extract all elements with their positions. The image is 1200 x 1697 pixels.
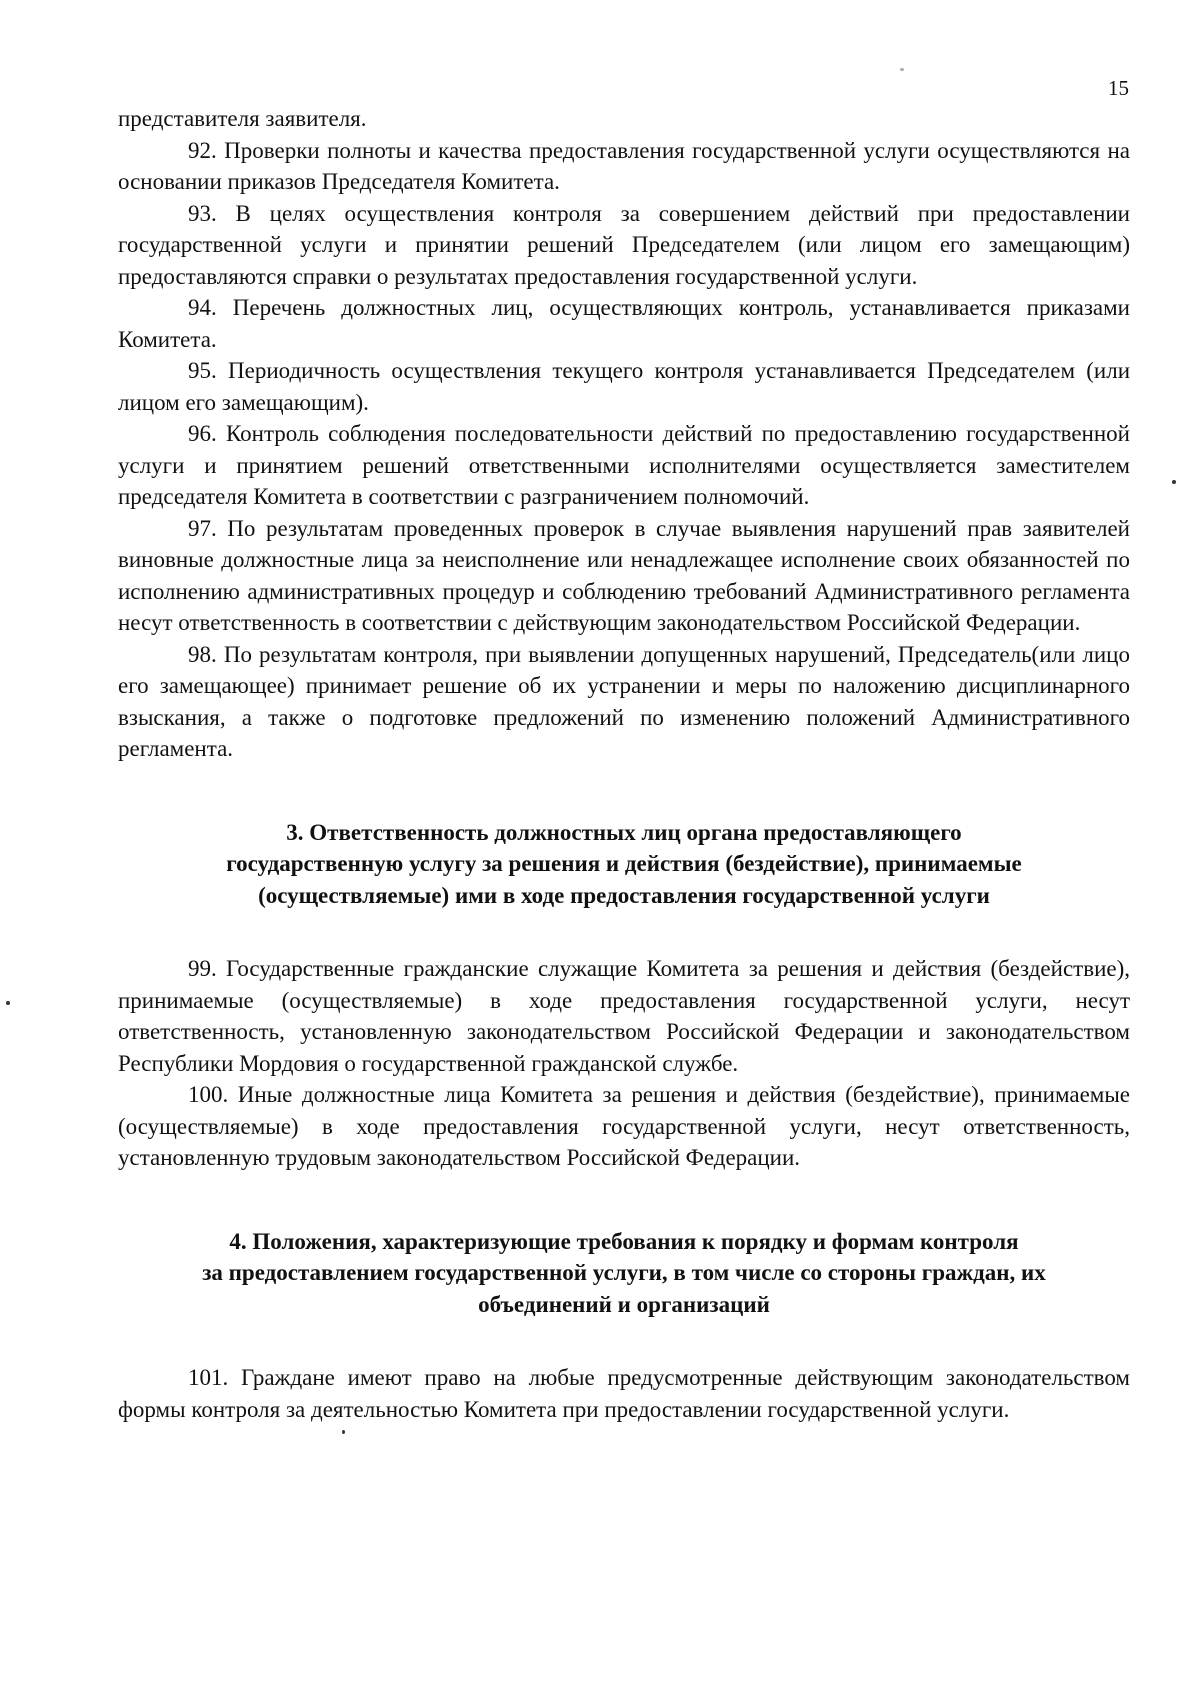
section-3-heading-line: 3. Ответственность должностных лиц органа предоставляющего — [286, 819, 962, 845]
section-3-heading-line: (осуществляемые) ими в ходе предоставления государственной услуги — [258, 882, 990, 908]
page-number: 15 — [1108, 76, 1129, 100]
section-4-heading-line: за предоставлением государственной услуги, в том числе со стороны граждан, их — [202, 1260, 1046, 1285]
scan-speck — [1172, 480, 1176, 484]
section-4-heading-line: 4. Положения, характеризующие требования к порядку и формам контроля — [229, 1228, 1019, 1254]
paragraph-94: 94. Перечень должностных лиц, осуществляющих контроль, устанавливается приказами Комитета. — [118, 295, 1130, 352]
paragraph-92: 92. Проверки полноты и качества предоставления государственной услуги осуществляются на основании приказов Председателя Комитета. — [118, 137, 1130, 194]
paragraph-93: 93. В целях осуществления контроля за совершением действий при предоставлении государственной услуги и принятии решений Председателем (или лицом его замещающим) предоставляются справки о результатах предоставления государственной услуги. — [118, 200, 1130, 289]
section-4-heading-line: объединений и организаций — [478, 1291, 770, 1317]
section-4-heading — [118, 1226, 1130, 1321]
paragraph-99: 99. Государственные гражданские служащие Комитета за решения и действия (бездействие), принимаемые (осуществляемые) в ходе предоставления государственной услуги, несут ответственность, установленную законодательством Российской Федерации и законодательством Республики Мордовия о государственной гражданской службе. — [118, 956, 1130, 1076]
section-3-heading — [118, 817, 1130, 912]
paragraph-96: 96. Контроль соблюдения последовательности действий по предоставлению государственной услуги и принятием решений ответственными исполнителями осуществляется заместителем председателя Комитета в соответствии с разграничением полномочий. — [118, 421, 1130, 509]
paragraph-100: 100. Иные должностные лица Комитета за решения и действия (бездействие), принимаемые (осуществляемые) в ходе предоставления государственной услуги, несут ответственность, установленную трудовым законодательством Российской Федерации. — [118, 1082, 1130, 1170]
paragraph-98: 98. По результатам контроля, при выявлении допущенных нарушений, Председатель(или лицо его замещающее) принимает решение об их устранении и меры по наложению дисциплинарного взыскания, а также о подготовке предложений по изменению положений Административного регламента. — [118, 641, 1130, 761]
paragraph-97: 97. По результатам проведенных проверок в случае выявления нарушений прав заявителей виновные должностные лица за неисполнение или ненадлежащее исполнение своих обязанностей по исполнению административных процедур и соблюдению требований Административного регламента несут ответственность в соответствии с действующим законодательством Российской Федерации. — [118, 515, 1130, 635]
paragraph-101: 101. Граждане имеют право на любые предусмотренные действующим законодательством формы контроля за деятельностью Комитета при предоставлении государственной услуги. — [118, 1365, 1130, 1422]
scan-speck — [900, 68, 904, 71]
paragraph-95: 95. Периодичность осуществления текущего контроля устанавливается Председателем (или лицом его замещающим). — [118, 358, 1130, 415]
document-body — [118, 103, 1130, 1425]
scan-speck — [342, 1430, 345, 1434]
section-3-heading-line: государственную услугу за решения и действия (бездействие), принимаемые — [226, 851, 1022, 876]
paragraph-continuation: представителя заявителя. — [118, 106, 367, 131]
scan-speck — [6, 1001, 10, 1005]
